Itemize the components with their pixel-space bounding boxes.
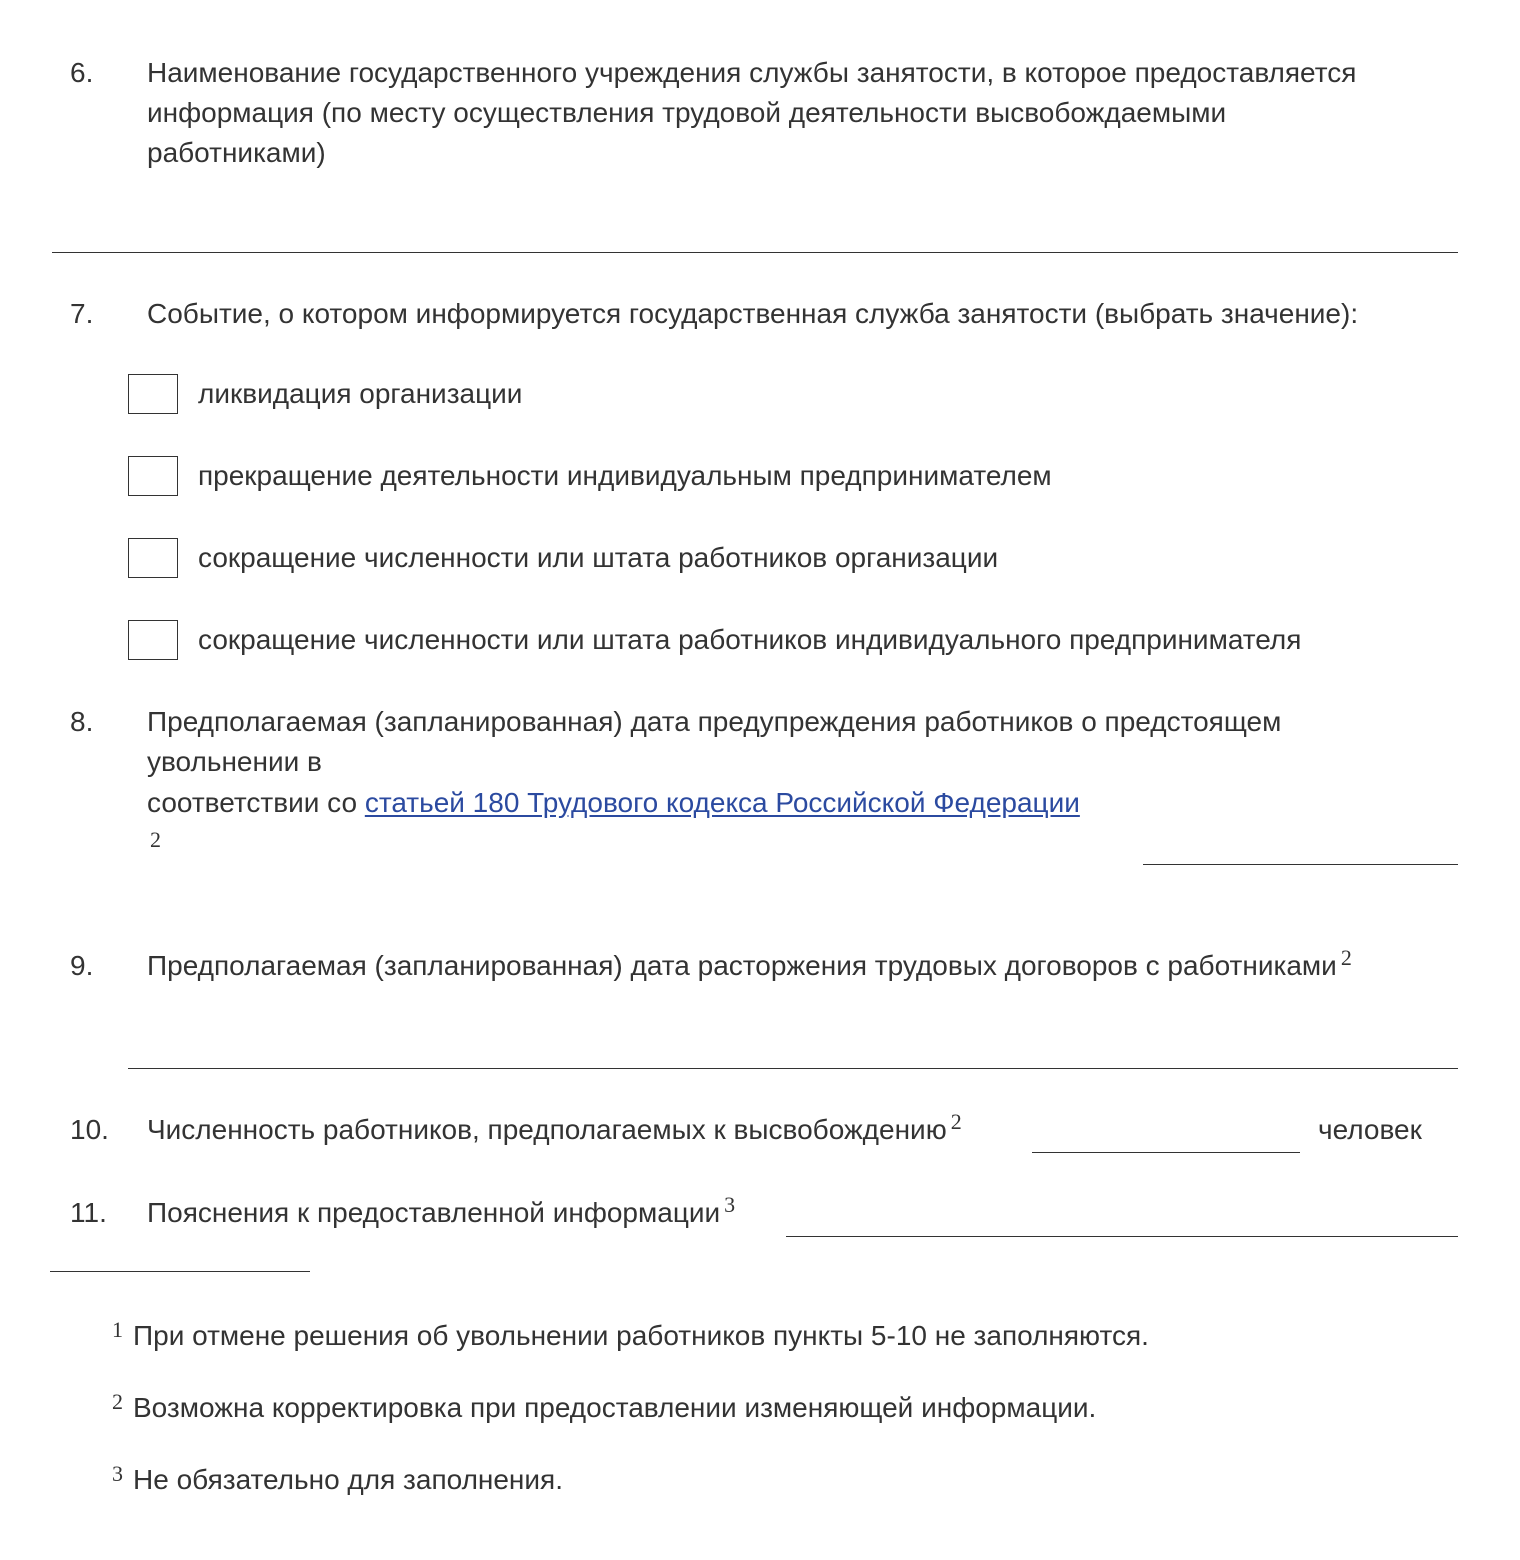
item-10-number: 10.: [70, 1114, 109, 1145]
footnote-3-mark: 3: [112, 1461, 123, 1486]
item-9-label: Предполагаемая (запланированная) дата расторжения трудовых договоров с работниками: [147, 950, 1337, 981]
item-11-text: [147, 1193, 735, 1233]
item-6-answer-line[interactable]: [52, 252, 1458, 253]
footnote-2-mark: 2: [112, 1389, 123, 1414]
option-liquidation-label: ликвидация организации: [198, 378, 523, 409]
item-8-date-field[interactable]: [1143, 864, 1458, 865]
item-9-text: [147, 946, 1352, 986]
item-7-question: Событие, о котором информируется государственная служба занятости (выбрать значение):: [147, 298, 1359, 329]
item-11-footnote-ref: 3: [724, 1192, 736, 1217]
item-8-line-3: [147, 783, 1080, 823]
item-11-number: 11.: [70, 1197, 107, 1228]
item-6-number: 6.: [70, 57, 94, 88]
checkbox-entrepreneur-staff-reduction[interactable]: [128, 620, 178, 660]
footnote-3: [112, 1460, 563, 1500]
item-9-footnote-ref: 2: [1340, 945, 1352, 970]
item-8-line-2: увольнении в: [147, 746, 322, 777]
labor-code-article-180-link[interactable]: статьей 180 Трудового кодекса Российской Федерации: [364, 787, 1080, 818]
option-entrepreneur-termination-label: прекращение деятельности индивидуальным предпринимателем: [198, 460, 1052, 491]
item-8-line-3-prefix: соответствии со: [147, 787, 365, 818]
footnote-1-text: При отмене решения об увольнении работников пункты 5-10 не заполняются.: [133, 1320, 1149, 1351]
footnote-1: [112, 1316, 1149, 1356]
item-6-line-1: Наименование государственного учреждения службы занятости, в которое предоставляется: [147, 57, 1357, 88]
item-9-date-field[interactable]: [128, 1068, 1458, 1069]
item-8-line-1: Предполагаемая (запланированная) дата предупреждения работников о предстоящем: [147, 706, 1282, 737]
item-10-unit: человек: [1318, 1114, 1422, 1145]
item-10-footnote-ref: 2: [950, 1109, 962, 1134]
checkbox-entrepreneur-termination[interactable]: [128, 456, 178, 496]
item-10-count-field[interactable]: [1032, 1152, 1300, 1153]
item-10-label: Численность работников, предполагаемых к высвобождению: [147, 1114, 947, 1145]
footnote-separator: [50, 1271, 310, 1272]
item-8-number: 8.: [70, 706, 94, 737]
item-11-explanation-field[interactable]: [786, 1236, 1458, 1237]
footnote-1-mark: 1: [112, 1317, 123, 1342]
footnote-3-text: Не обязательно для заполнения.: [133, 1464, 563, 1495]
item-11-label: Пояснения к предоставленной информации: [147, 1197, 721, 1228]
footnote-2: [112, 1388, 1096, 1428]
option-entrepreneur-staff-reduction-label: сокращение численности или штата работников индивидуального предпринимателя: [198, 624, 1302, 655]
item-8-footnote-ref: 2: [150, 827, 161, 852]
option-organization-staff-reduction-label: сокращение численности или штата работников организации: [198, 542, 999, 573]
checkbox-organization-staff-reduction[interactable]: [128, 538, 178, 578]
item-10-text: [147, 1110, 962, 1150]
item-6-line-3: работниками): [147, 137, 326, 168]
item-9-number: 9.: [70, 950, 94, 981]
checkbox-liquidation[interactable]: [128, 374, 178, 414]
item-6-line-2: информация (по месту осуществления трудовой деятельности высвобождаемыми: [147, 97, 1227, 128]
footnote-2-text: Возможна корректировка при предоставлении изменяющей информации.: [133, 1392, 1097, 1423]
item-7-number: 7.: [70, 298, 94, 329]
